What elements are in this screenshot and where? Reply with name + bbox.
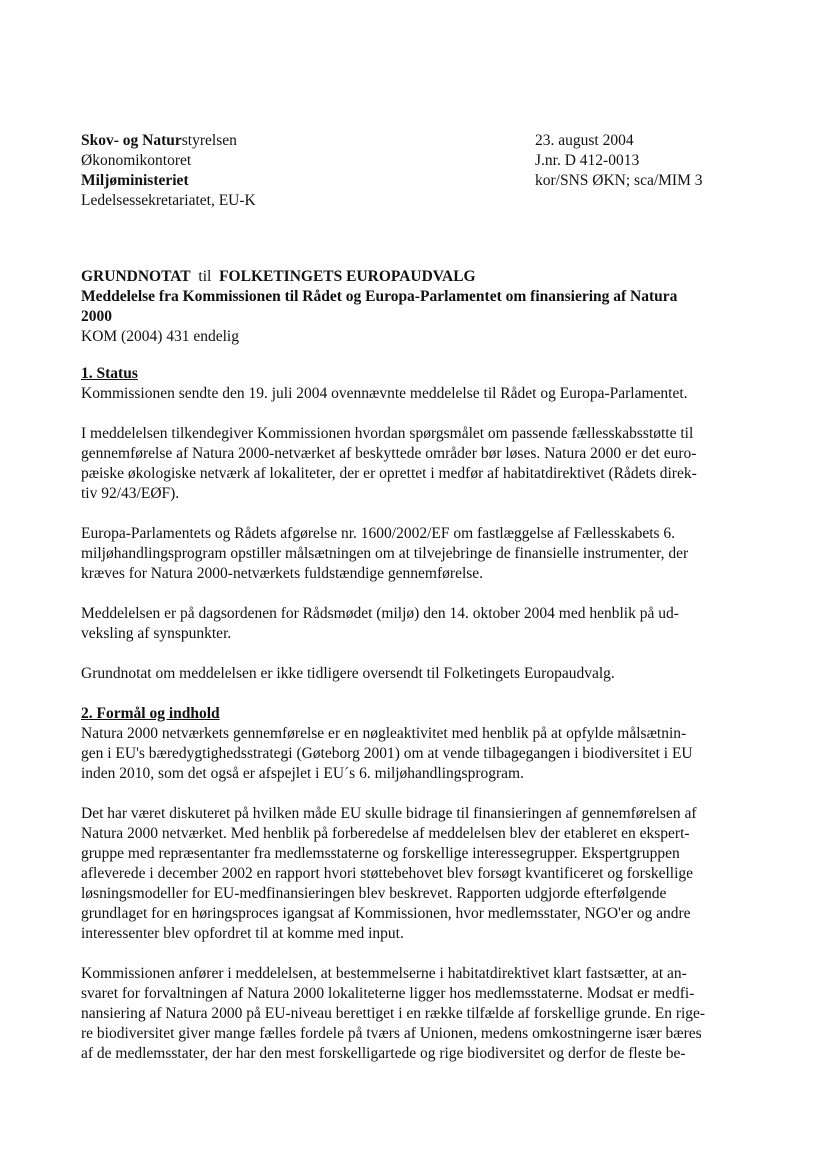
reference-code: kor/SNS ØKN; sca/MIM 3: [535, 172, 703, 189]
paragraph-line: Kommissionen anfører i meddelelsen, at bestemmelserne i habitatdirektivet klart fastsætter, at an-: [81, 965, 687, 982]
paragraph-line: grundlaget for en høringsproces igangsat af Kommissionen, hvor medlemsstater, NGO'er og andre: [81, 905, 691, 922]
paragraph: [81, 384, 753, 404]
paragraph: [81, 664, 753, 684]
paragraph-line: gruppe med repræsentanter fra medlemsstaterne og forskellige interessegrupper. Ekspertgruppen: [81, 845, 680, 862]
sender-division: Ledelsessekretariatet, EU-K: [81, 192, 256, 209]
section: [81, 704, 753, 1064]
section: [81, 364, 753, 684]
sender-org: [81, 131, 461, 151]
sender-office: Økonomikontoret: [81, 152, 192, 169]
paragraph-line: løsningsmodeller for EU-medfinansieringen blev beskrevet. Rapporten udgjorde efterfølgende: [81, 885, 667, 902]
paragraph: [81, 604, 753, 644]
paragraph-line: pæiske økologiske netværk af lokaliteter, der er oprettet i medfør af habitatdirektivet (Rådets direk-: [81, 465, 697, 482]
paragraph-line: re biodiversitet giver mange fælles fordele på tværs af Unionen, medens omkostningerne især bæres: [81, 1025, 702, 1042]
paragraph-line: afleverede i december 2002 en rapport hvori støttebehovet blev forsøgt kvantificeret og forskellige: [81, 865, 694, 882]
document-body: [81, 267, 753, 1084]
paragraph-line: kræves for Natura 2000-netværkets fuldstændige gennemførelse.: [81, 565, 484, 582]
sections: [81, 364, 753, 1064]
paragraph: [81, 424, 753, 504]
paragraph-line: interessenter blev opfordret til at komme med input.: [81, 925, 404, 942]
subtitle-line-1: Meddelelse fra Kommissionen til Rådet og Europa-Parlamentet om finansiering af Natura: [81, 288, 678, 305]
journal-number: J.nr. D 412-0013: [535, 152, 640, 169]
paragraph: [81, 964, 753, 1064]
title-til: til: [198, 268, 212, 285]
paragraph: [81, 804, 753, 944]
sender-ministry: Miljøministeriet: [81, 172, 189, 189]
paragraph-line: svaret for forvaltningen af Natura 2000 lokaliteterne ligger hos medlemsstaterne. Modsat er medfi-: [81, 985, 695, 1002]
paragraph-line: Det har været diskuteret på hvilken måde EU skulle bidrage til finansieringen af gennemførelsen af: [81, 805, 697, 822]
paragraph-line: Europa-Parlamentets og Rådets afgørelse nr. 1600/2002/EF om fastlæggelse af Fællesskabets 6.: [81, 525, 676, 542]
paragraph: [81, 524, 753, 584]
title-part1: GRUNDNOTAT: [81, 268, 191, 285]
document-reference: KOM (2004) 431 endelig: [81, 328, 239, 345]
paragraph-line: gen i EU's bæredygtighedsstrategi (Gøteborg 2001) om at vende tilbagegangen i biodiversitet i EU: [81, 745, 693, 762]
sender-org-rest: styrelsen: [181, 132, 237, 149]
paragraph-line: inden 2010, som det også er afspejlet i EU´s 6. miljøhandlingsprogram.: [81, 765, 524, 782]
paragraph-line: nansiering af Natura 2000 på EU-niveau berettiget i en række tilfælde af forskellige grunde. En rige-: [81, 1005, 706, 1022]
section-title: 2. Formål og indhold: [81, 705, 220, 722]
subtitle-line-2: 2000: [81, 308, 112, 325]
title-part2: FOLKETINGETS EUROPAUDVALG: [219, 268, 476, 285]
sender-block: [81, 131, 461, 211]
paragraph-line: gennemførelse af Natura 2000-netværket af beskyttede områder bør løses. Natura 2000 er det euro-: [81, 445, 697, 462]
meta-block: [535, 131, 815, 191]
paragraph-line: veksling af synspunkter.: [81, 625, 232, 642]
paragraph-line: af de medlemsstater, der har den mest forskelligartede og rige biodiversitet og derfor de fleste be-: [81, 1045, 686, 1062]
sender-org-bold: Skov- og Natur: [81, 132, 182, 149]
doc-date: 23. august 2004: [535, 132, 634, 149]
document-title: [81, 267, 753, 287]
paragraph-line: Meddelelsen er på dagsordenen for Rådsmødet (miljø) den 14. oktober 2004 med henblik på ud-: [81, 605, 679, 622]
paragraph-line: Natura 2000 netværket. Med henblik på forberedelse af meddelelsen blev der etableret en ekspert-: [81, 825, 690, 842]
spacer: [81, 347, 753, 364]
paragraph-line: miljøhandlingsprogram opstiller målsætningen om at tilvejebringe de finansielle instrumenter, der: [81, 545, 689, 562]
paragraph-line: Natura 2000 netværkets gennemførelse er en nøgleaktivitet med henblik på at opfylde målsætnin-: [81, 725, 687, 742]
paragraph-line: Grundnotat om meddelelsen er ikke tidligere oversendt til Folketingets Europaudvalg.: [81, 665, 615, 682]
paragraph-line: tiv 92/43/EØF).: [81, 485, 180, 502]
paragraph: [81, 724, 753, 784]
section-title: 1. Status: [81, 365, 138, 382]
paragraph-line: Kommissionen sendte den 19. juli 2004 ovennævnte meddelelse til Rådet og Europa-Parlamentet.: [81, 385, 688, 402]
paragraph-line: I meddelelsen tilkendegiver Kommissionen hvordan spørgsmålet om passende fællesskabsstøtte til: [81, 425, 694, 442]
